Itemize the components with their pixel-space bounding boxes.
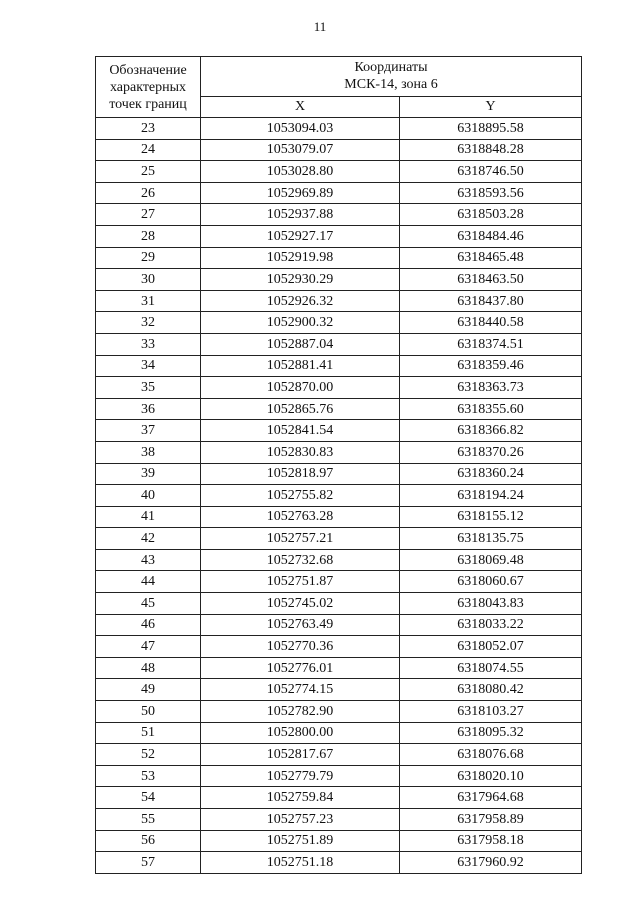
x-coordinate-cell: 1052759.84 <box>201 787 400 809</box>
table-row <box>96 657 582 679</box>
x-column-header: X <box>201 96 400 117</box>
x-coordinate-cell: 1052776.01 <box>201 657 400 679</box>
x-coordinate-cell: 1052779.79 <box>201 765 400 787</box>
x-coordinate-cell: 1052751.87 <box>201 571 400 593</box>
table-row <box>96 333 582 355</box>
x-coordinate-cell: 1052841.54 <box>201 420 400 442</box>
y-coordinate-cell: 6318593.56 <box>400 182 582 204</box>
x-coordinate-cell: 1052770.36 <box>201 636 400 658</box>
y-coordinate-cell: 6318194.24 <box>400 485 582 507</box>
table-row <box>96 765 582 787</box>
y-coordinate-cell: 6318076.68 <box>400 744 582 766</box>
y-coordinate-cell: 6318360.24 <box>400 463 582 485</box>
x-coordinate-cell: 1052969.89 <box>201 182 400 204</box>
x-coordinate-cell: 1052830.83 <box>201 441 400 463</box>
point-id-cell: 36 <box>96 398 201 420</box>
x-coordinate-cell: 1052919.98 <box>201 247 400 269</box>
table-row <box>96 809 582 831</box>
point-id-cell: 26 <box>96 182 201 204</box>
y-coordinate-cell: 6318080.42 <box>400 679 582 701</box>
point-id-cell: 33 <box>96 333 201 355</box>
y-coordinate-cell: 6318060.67 <box>400 571 582 593</box>
point-id-cell: 53 <box>96 765 201 787</box>
table-row <box>96 614 582 636</box>
coordinates-label: Координаты <box>354 60 428 76</box>
point-designation-label: Обозначение характерных точек границ <box>109 62 187 112</box>
point-designation-header <box>96 57 201 118</box>
table-row <box>96 722 582 744</box>
x-coordinate-cell: 1052774.15 <box>201 679 400 701</box>
x-coordinate-cell: 1052782.90 <box>201 701 400 723</box>
point-id-cell: 30 <box>96 269 201 291</box>
y-coordinate-cell: 6318465.48 <box>400 247 582 269</box>
point-id-cell: 47 <box>96 636 201 658</box>
point-id-cell: 27 <box>96 204 201 226</box>
table-row <box>96 118 582 140</box>
x-coordinate-cell: 1052887.04 <box>201 333 400 355</box>
point-id-cell: 28 <box>96 225 201 247</box>
point-id-cell: 56 <box>96 830 201 852</box>
point-id-cell: 31 <box>96 290 201 312</box>
point-id-cell: 52 <box>96 744 201 766</box>
table-row <box>96 506 582 528</box>
x-coordinate-cell: 1052763.28 <box>201 506 400 528</box>
point-id-cell: 25 <box>96 161 201 183</box>
y-coordinate-cell: 6318103.27 <box>400 701 582 723</box>
table-row <box>96 182 582 204</box>
point-id-cell: 34 <box>96 355 201 377</box>
x-coordinate-cell: 1052800.00 <box>201 722 400 744</box>
y-coordinate-cell: 6318135.75 <box>400 528 582 550</box>
x-coordinate-cell: 1052865.76 <box>201 398 400 420</box>
y-coordinate-cell: 6318463.50 <box>400 269 582 291</box>
table-row <box>96 679 582 701</box>
table-row <box>96 312 582 334</box>
y-coordinate-cell: 6318074.55 <box>400 657 582 679</box>
table-row <box>96 161 582 183</box>
table-row <box>96 355 582 377</box>
point-id-cell: 35 <box>96 377 201 399</box>
x-coordinate-cell: 1052757.21 <box>201 528 400 550</box>
y-coordinate-cell: 6318503.28 <box>400 204 582 226</box>
y-coordinate-cell: 6318374.51 <box>400 333 582 355</box>
y-coordinate-cell: 6318155.12 <box>400 506 582 528</box>
point-id-cell: 46 <box>96 614 201 636</box>
y-coordinate-cell: 6318437.80 <box>400 290 582 312</box>
point-id-cell: 48 <box>96 657 201 679</box>
table-row <box>96 636 582 658</box>
table-row <box>96 290 582 312</box>
table-row <box>96 139 582 161</box>
point-id-cell: 24 <box>96 139 201 161</box>
table-row <box>96 204 582 226</box>
table-row <box>96 787 582 809</box>
coordinates-table <box>95 56 582 874</box>
point-id-cell: 57 <box>96 852 201 874</box>
point-id-cell: 42 <box>96 528 201 550</box>
y-coordinate-cell: 6318355.60 <box>400 398 582 420</box>
x-coordinate-cell: 1052930.29 <box>201 269 400 291</box>
table-row <box>96 593 582 615</box>
table-row <box>96 225 582 247</box>
point-id-cell: 51 <box>96 722 201 744</box>
table-row <box>96 701 582 723</box>
point-id-cell: 39 <box>96 463 201 485</box>
point-id-cell: 55 <box>96 809 201 831</box>
y-coordinate-cell: 6318095.32 <box>400 722 582 744</box>
y-coordinate-cell: 6318020.10 <box>400 765 582 787</box>
x-coordinate-cell: 1052927.17 <box>201 225 400 247</box>
point-id-cell: 54 <box>96 787 201 809</box>
x-coordinate-cell: 1053079.07 <box>201 139 400 161</box>
y-coordinate-cell: 6318895.58 <box>400 118 582 140</box>
table-body <box>96 118 582 874</box>
point-id-cell: 37 <box>96 420 201 442</box>
y-coordinate-cell: 6317958.89 <box>400 809 582 831</box>
point-id-cell: 32 <box>96 312 201 334</box>
x-coordinate-cell: 1053094.03 <box>201 118 400 140</box>
x-coordinate-cell: 1052745.02 <box>201 593 400 615</box>
point-id-cell: 41 <box>96 506 201 528</box>
y-coordinate-cell: 6318370.26 <box>400 441 582 463</box>
table-row <box>96 398 582 420</box>
point-id-cell: 38 <box>96 441 201 463</box>
table-row <box>96 463 582 485</box>
x-coordinate-cell: 1052900.32 <box>201 312 400 334</box>
y-coordinate-cell: 6318440.58 <box>400 312 582 334</box>
point-id-cell: 50 <box>96 701 201 723</box>
y-coordinate-cell: 6317960.92 <box>400 852 582 874</box>
y-coordinate-cell: 6318746.50 <box>400 161 582 183</box>
table-row <box>96 852 582 874</box>
table-row <box>96 528 582 550</box>
table-row <box>96 420 582 442</box>
y-coordinate-cell: 6318363.73 <box>400 377 582 399</box>
y-coordinate-cell: 6318052.07 <box>400 636 582 658</box>
y-coordinate-cell: 6317958.18 <box>400 830 582 852</box>
y-column-header: Y <box>400 96 582 117</box>
table-row <box>96 247 582 269</box>
point-id-cell: 44 <box>96 571 201 593</box>
y-coordinate-cell: 6318069.48 <box>400 549 582 571</box>
x-coordinate-cell: 1052870.00 <box>201 377 400 399</box>
x-coordinate-cell: 1052763.49 <box>201 614 400 636</box>
point-id-cell: 40 <box>96 485 201 507</box>
x-coordinate-cell: 1052818.97 <box>201 463 400 485</box>
y-coordinate-cell: 6318484.46 <box>400 225 582 247</box>
x-coordinate-cell: 1052937.88 <box>201 204 400 226</box>
y-coordinate-cell: 6318033.22 <box>400 614 582 636</box>
coordinate-system-label: МСК-14, зона 6 <box>344 77 438 93</box>
table-row <box>96 485 582 507</box>
table-row <box>96 441 582 463</box>
x-coordinate-cell: 1052751.89 <box>201 830 400 852</box>
table-row <box>96 269 582 291</box>
table-row <box>96 744 582 766</box>
point-id-cell: 45 <box>96 593 201 615</box>
table-row <box>96 830 582 852</box>
x-coordinate-cell: 1052755.82 <box>201 485 400 507</box>
coordinates-header <box>201 57 582 97</box>
point-id-cell: 29 <box>96 247 201 269</box>
y-coordinate-cell: 6318043.83 <box>400 593 582 615</box>
x-coordinate-cell: 1053028.80 <box>201 161 400 183</box>
y-coordinate-cell: 6317964.68 <box>400 787 582 809</box>
table-row <box>96 377 582 399</box>
x-coordinate-cell: 1052757.23 <box>201 809 400 831</box>
y-coordinate-cell: 6318848.28 <box>400 139 582 161</box>
point-id-cell: 23 <box>96 118 201 140</box>
x-coordinate-cell: 1052732.68 <box>201 549 400 571</box>
x-coordinate-cell: 1052817.67 <box>201 744 400 766</box>
x-coordinate-cell: 1052926.32 <box>201 290 400 312</box>
y-coordinate-cell: 6318359.46 <box>400 355 582 377</box>
x-coordinate-cell: 1052751.18 <box>201 852 400 874</box>
y-coordinate-cell: 6318366.82 <box>400 420 582 442</box>
point-id-cell: 43 <box>96 549 201 571</box>
page-number: 11 <box>313 19 327 34</box>
point-id-cell: 49 <box>96 679 201 701</box>
x-coordinate-cell: 1052881.41 <box>201 355 400 377</box>
table-row <box>96 571 582 593</box>
table-row <box>96 549 582 571</box>
